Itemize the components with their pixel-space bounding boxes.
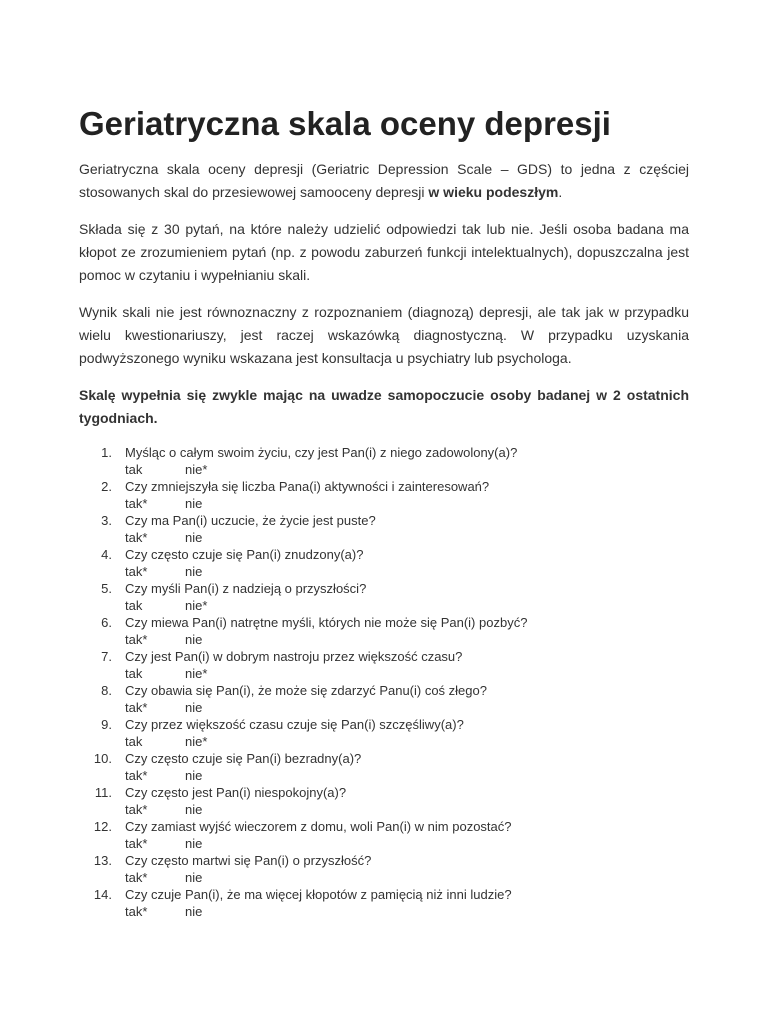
question-item [79,750,689,784]
question-number: 3. [101,513,112,528]
question-number: 13. [93,853,112,868]
question-number: 9. [101,717,112,732]
intro-text: Geriatryczna skala oceny depresji (Geriatric Depression Scale – GDS) to jedna z częściej stosowanych skal do przesiewowej samooceny depresji [79,161,689,200]
answer-options [125,903,689,920]
question-number: 14. [93,887,112,902]
question-item [79,648,689,682]
question-text: Czy czuje Pan(i), że ma więcej kłopotów z pamięcią niż inni ludzie? [125,887,512,902]
question-item [79,716,689,750]
question-number: 12. [93,819,112,834]
answer-yes: tak* [125,904,148,919]
question-text: Czy często czuje się Pan(i) znudzony(a)? [125,547,364,562]
question-text: Czy często martwi się Pan(i) o przyszłość? [125,853,372,868]
question-number: 5. [101,581,112,596]
answer-options [125,733,689,750]
answer-no: nie* [185,462,208,477]
question-number: 1. [101,445,112,460]
answer-yes: tak* [125,496,148,511]
answer-yes: tak [125,598,143,613]
answer-no: nie [185,564,203,579]
answer-options [125,529,689,546]
answer-options [125,699,689,716]
question-number: 10. [93,751,112,766]
answer-no: nie [185,700,203,715]
answer-no: nie* [185,598,208,613]
page-title: Geriatryczna skala oceny depresji [79,105,611,142]
question-item [79,614,689,648]
question-item [79,444,689,478]
answer-yes: tak* [125,836,148,851]
answer-options [125,869,689,886]
question-text: Czy przez większość czasu czuje się Pan(i) szczęśliwy(a)? [125,717,464,732]
answer-options [125,563,689,580]
answer-options [125,767,689,784]
question-text: Czy obawia się Pan(i), że może się zdarzyć Panu(i) coś złego? [125,683,487,698]
answer-no: nie* [185,666,208,681]
question-text: Czy myśli Pan(i) z nadzieją o przyszłości? [125,581,367,596]
answer-options [125,801,689,818]
question-text: Czy miewa Pan(i) natrętne myśli, których nie może się Pan(i) pozbyć? [125,615,528,630]
intro-end: . [558,184,563,200]
intro-bold-text: w wieku podeszłym [428,184,559,200]
answer-no: nie [185,496,203,511]
question-item [79,784,689,818]
document-page [79,104,689,920]
answer-yes: tak* [125,632,148,647]
question-text: Czy jest Pan(i) w dobrym nastroju przez większość czasu? [125,649,463,664]
question-text: Czy ma Pan(i) uczucie, że życie jest puste? [125,513,376,528]
answer-yes: tak* [125,802,148,817]
answer-yes: tak [125,734,143,749]
answer-options [125,835,689,852]
answer-no: nie [185,768,203,783]
intro-paragraph [79,158,689,204]
question-text: Czy często jest Pan(i) niespokojny(a)? [125,785,347,800]
question-number: 11. [94,785,112,800]
answer-no: nie [185,904,203,919]
answer-options [125,597,689,614]
question-number: 2. [101,479,112,494]
question-text: Myśląc o całym swoim życiu, czy jest Pan(i) z niego zadowolony(a)? [125,445,518,460]
answer-yes: tak* [125,700,148,715]
answer-no: nie [185,530,203,545]
answer-yes: tak* [125,530,148,545]
answer-options [125,461,689,478]
question-list [79,444,689,920]
question-text: Czy zamiast wyjść wieczorem z domu, woli Pan(i) w nim pozostać? [125,819,512,834]
answer-no: nie [185,632,203,647]
answer-yes: tak* [125,870,148,885]
question-text: Czy zmniejszyła się liczba Pana(i) aktywności i zainteresowań? [125,479,490,494]
question-number: 6. [101,615,112,630]
interpretation-paragraph: Wynik skali nie jest równoznaczny z rozpoznaniem (diagnozą) depresji, ale tak jak w przypadku wielu kwestionariuszy, jest raczej wskazówką diagnostyczną. W przypadku uzyskania podwyższonego wyniku wskazana jest konsultacja u psychiatry lub psychologa. [79,304,689,366]
answer-no: nie [185,836,203,851]
answer-no: nie [185,802,203,817]
question-item [79,546,689,580]
instruction-paragraph: Skalę wypełnia się zwykle mając na uwadze samopoczucie osoby badanej w 2 ostatnich tygodniach. [79,387,689,426]
question-number: 4. [101,547,112,562]
answer-options [125,495,689,512]
answer-yes: tak* [125,768,148,783]
question-item [79,852,689,886]
description-paragraph: Składa się z 30 pytań, na które należy udzielić odpowiedzi tak lub nie. Jeśli osoba badana ma kłopot ze zrozumieniem pytań (np. z powodu zaburzeń funkcji intelektualnych), dopuszczalna jest pomoc w czytaniu i wypełnianiu skali. [79,221,689,283]
question-text: Czy często czuje się Pan(i) bezradny(a)? [125,751,362,766]
question-item [79,512,689,546]
question-item [79,886,689,920]
answer-no: nie [185,870,203,885]
answer-no: nie* [185,734,208,749]
answer-options [125,665,689,682]
question-item [79,818,689,852]
question-item [79,580,689,614]
question-number: 8. [101,683,112,698]
question-number: 7. [101,649,112,664]
answer-options [125,631,689,648]
question-item [79,478,689,512]
answer-yes: tak* [125,564,148,579]
question-item [79,682,689,716]
answer-yes: tak [125,666,143,681]
answer-yes: tak [125,462,143,477]
